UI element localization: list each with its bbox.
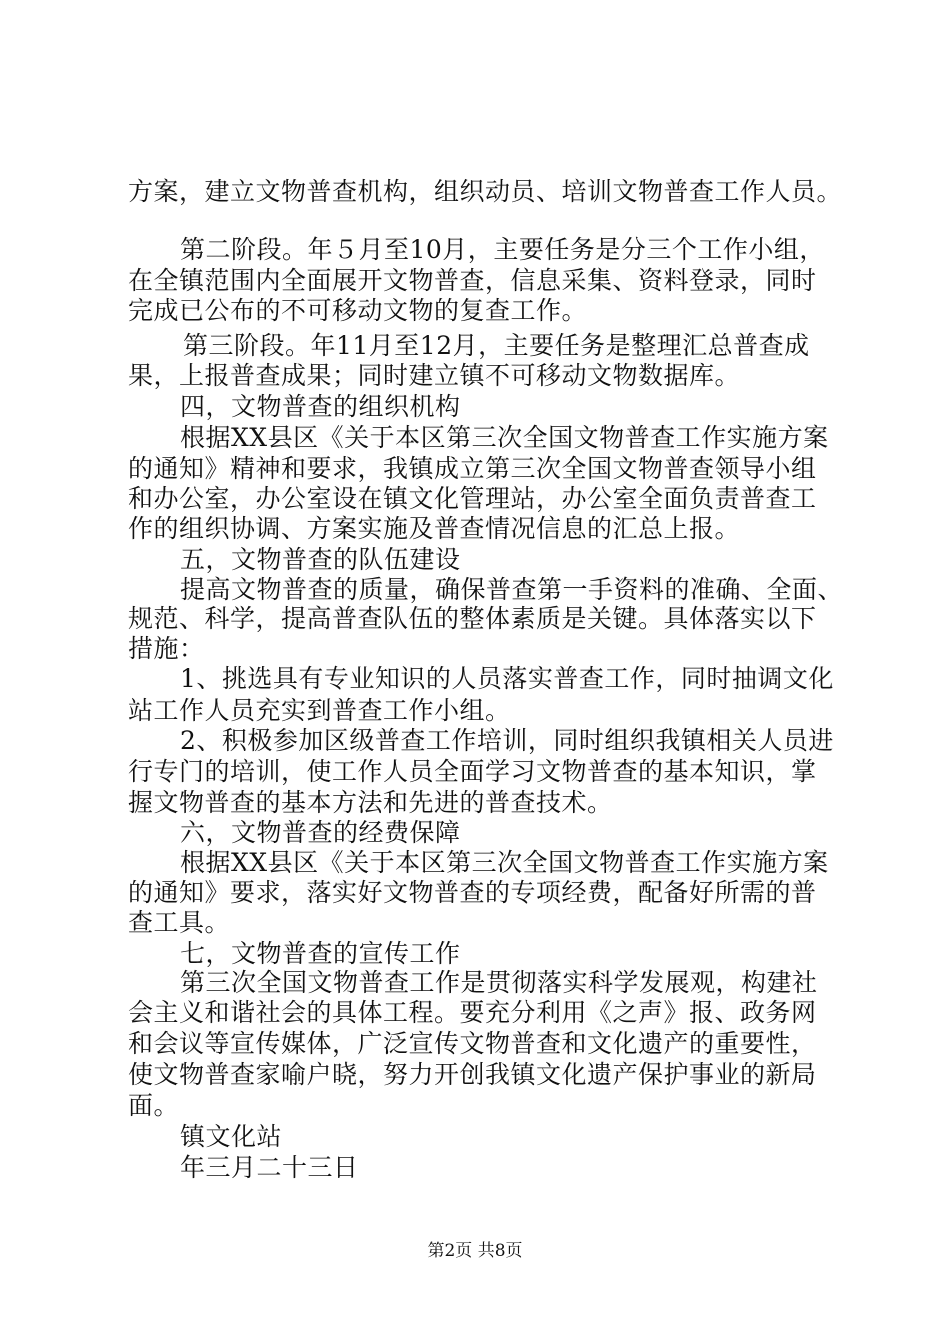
text-line: 握文物普查的基本方法和先进的普查技术。 xyxy=(128,788,613,817)
text-line: 站工作人员充实到普查工作小组。 xyxy=(128,696,511,725)
text-line: 行专门的培训，使工作人员全面学习文物普查的基本知识，掌 xyxy=(128,757,817,786)
text-line: 在全镇范围内全面展开文物普查，信息采集、资料登录，同时 xyxy=(128,266,817,295)
text-line: 根据XX县区《关于本区第三次全国文物普查工作实施方案 xyxy=(180,848,829,877)
section-heading: 七，文物普查的宣传工作 xyxy=(180,939,461,968)
signature-date: 年三月二十三日 xyxy=(180,1153,359,1182)
signature-organization: 镇文化站 xyxy=(180,1122,283,1151)
section-heading: 四，文物普查的组织机构 xyxy=(180,392,461,421)
text-line: 1、挑选具有专业知识的人员落实普查工作，同时抽调文化 xyxy=(180,664,834,693)
text-line: 会主义和谐社会的具体工程。要充分利用《之声》报、政务网 xyxy=(128,998,817,1027)
text-line: 第二阶段。年５月至10月，主要任务是分三个工作小组， xyxy=(180,235,825,264)
text-line: 使文物普查家喻户晓，努力开创我镇文化遗产保护事业的新局 xyxy=(128,1060,817,1089)
text-line: 提高文物普查的质量，确保普查第一手资料的准确、全面、 xyxy=(180,575,844,604)
text-line: 面。 xyxy=(128,1091,180,1120)
section-heading: 六，文物普查的经费保障 xyxy=(180,818,461,847)
text-line: 根据XX县区《关于本区第三次全国文物普查工作实施方案 xyxy=(180,423,829,452)
text-line: 措施： xyxy=(128,634,205,663)
text-line: 规范、科学，提高普查队伍的整体素质是关键。具体落实以下 xyxy=(128,604,817,633)
section-heading: 五，文物普查的队伍建设 xyxy=(180,545,461,574)
text-line: 的通知》要求，落实好文物普查的专项经费，配备好所需的普 xyxy=(128,878,817,907)
text-line: 作的组织协调、方案实施及普查情况信息的汇总上报。 xyxy=(128,514,741,543)
text-line: 完成已公布的不可移动文物的复查工作。 xyxy=(128,296,588,325)
text-line: 和会议等宣传媒体，广泛宣传文物普查和文化遗产的重要性， xyxy=(128,1029,817,1058)
text-line: 2、积极参加区级普查工作培训，同时组织我镇相关人员进 xyxy=(180,726,834,755)
text-line: 查工具。 xyxy=(128,908,231,937)
text-line: 方案，建立文物普查机构，组织动员、培训文物普查工作人员。 xyxy=(128,177,843,206)
text-line: 第三次全国文物普查工作是贯彻落实科学发展观，构建社 xyxy=(180,968,818,997)
text-line: 果，上报普查成果；同时建立镇不可移动文物数据库。 xyxy=(128,361,741,390)
text-line: 第三阶段。年11月至12月，主要任务是整理汇总普查成 xyxy=(183,331,810,360)
page-footer: 第2页 共8页 xyxy=(427,1241,523,1261)
text-line: 的通知》精神和要求，我镇成立第三次全国文物普查领导小组 xyxy=(128,454,817,483)
text-line: 和办公室，办公室设在镇文化管理站，办公室全面负责普查工 xyxy=(128,484,817,513)
